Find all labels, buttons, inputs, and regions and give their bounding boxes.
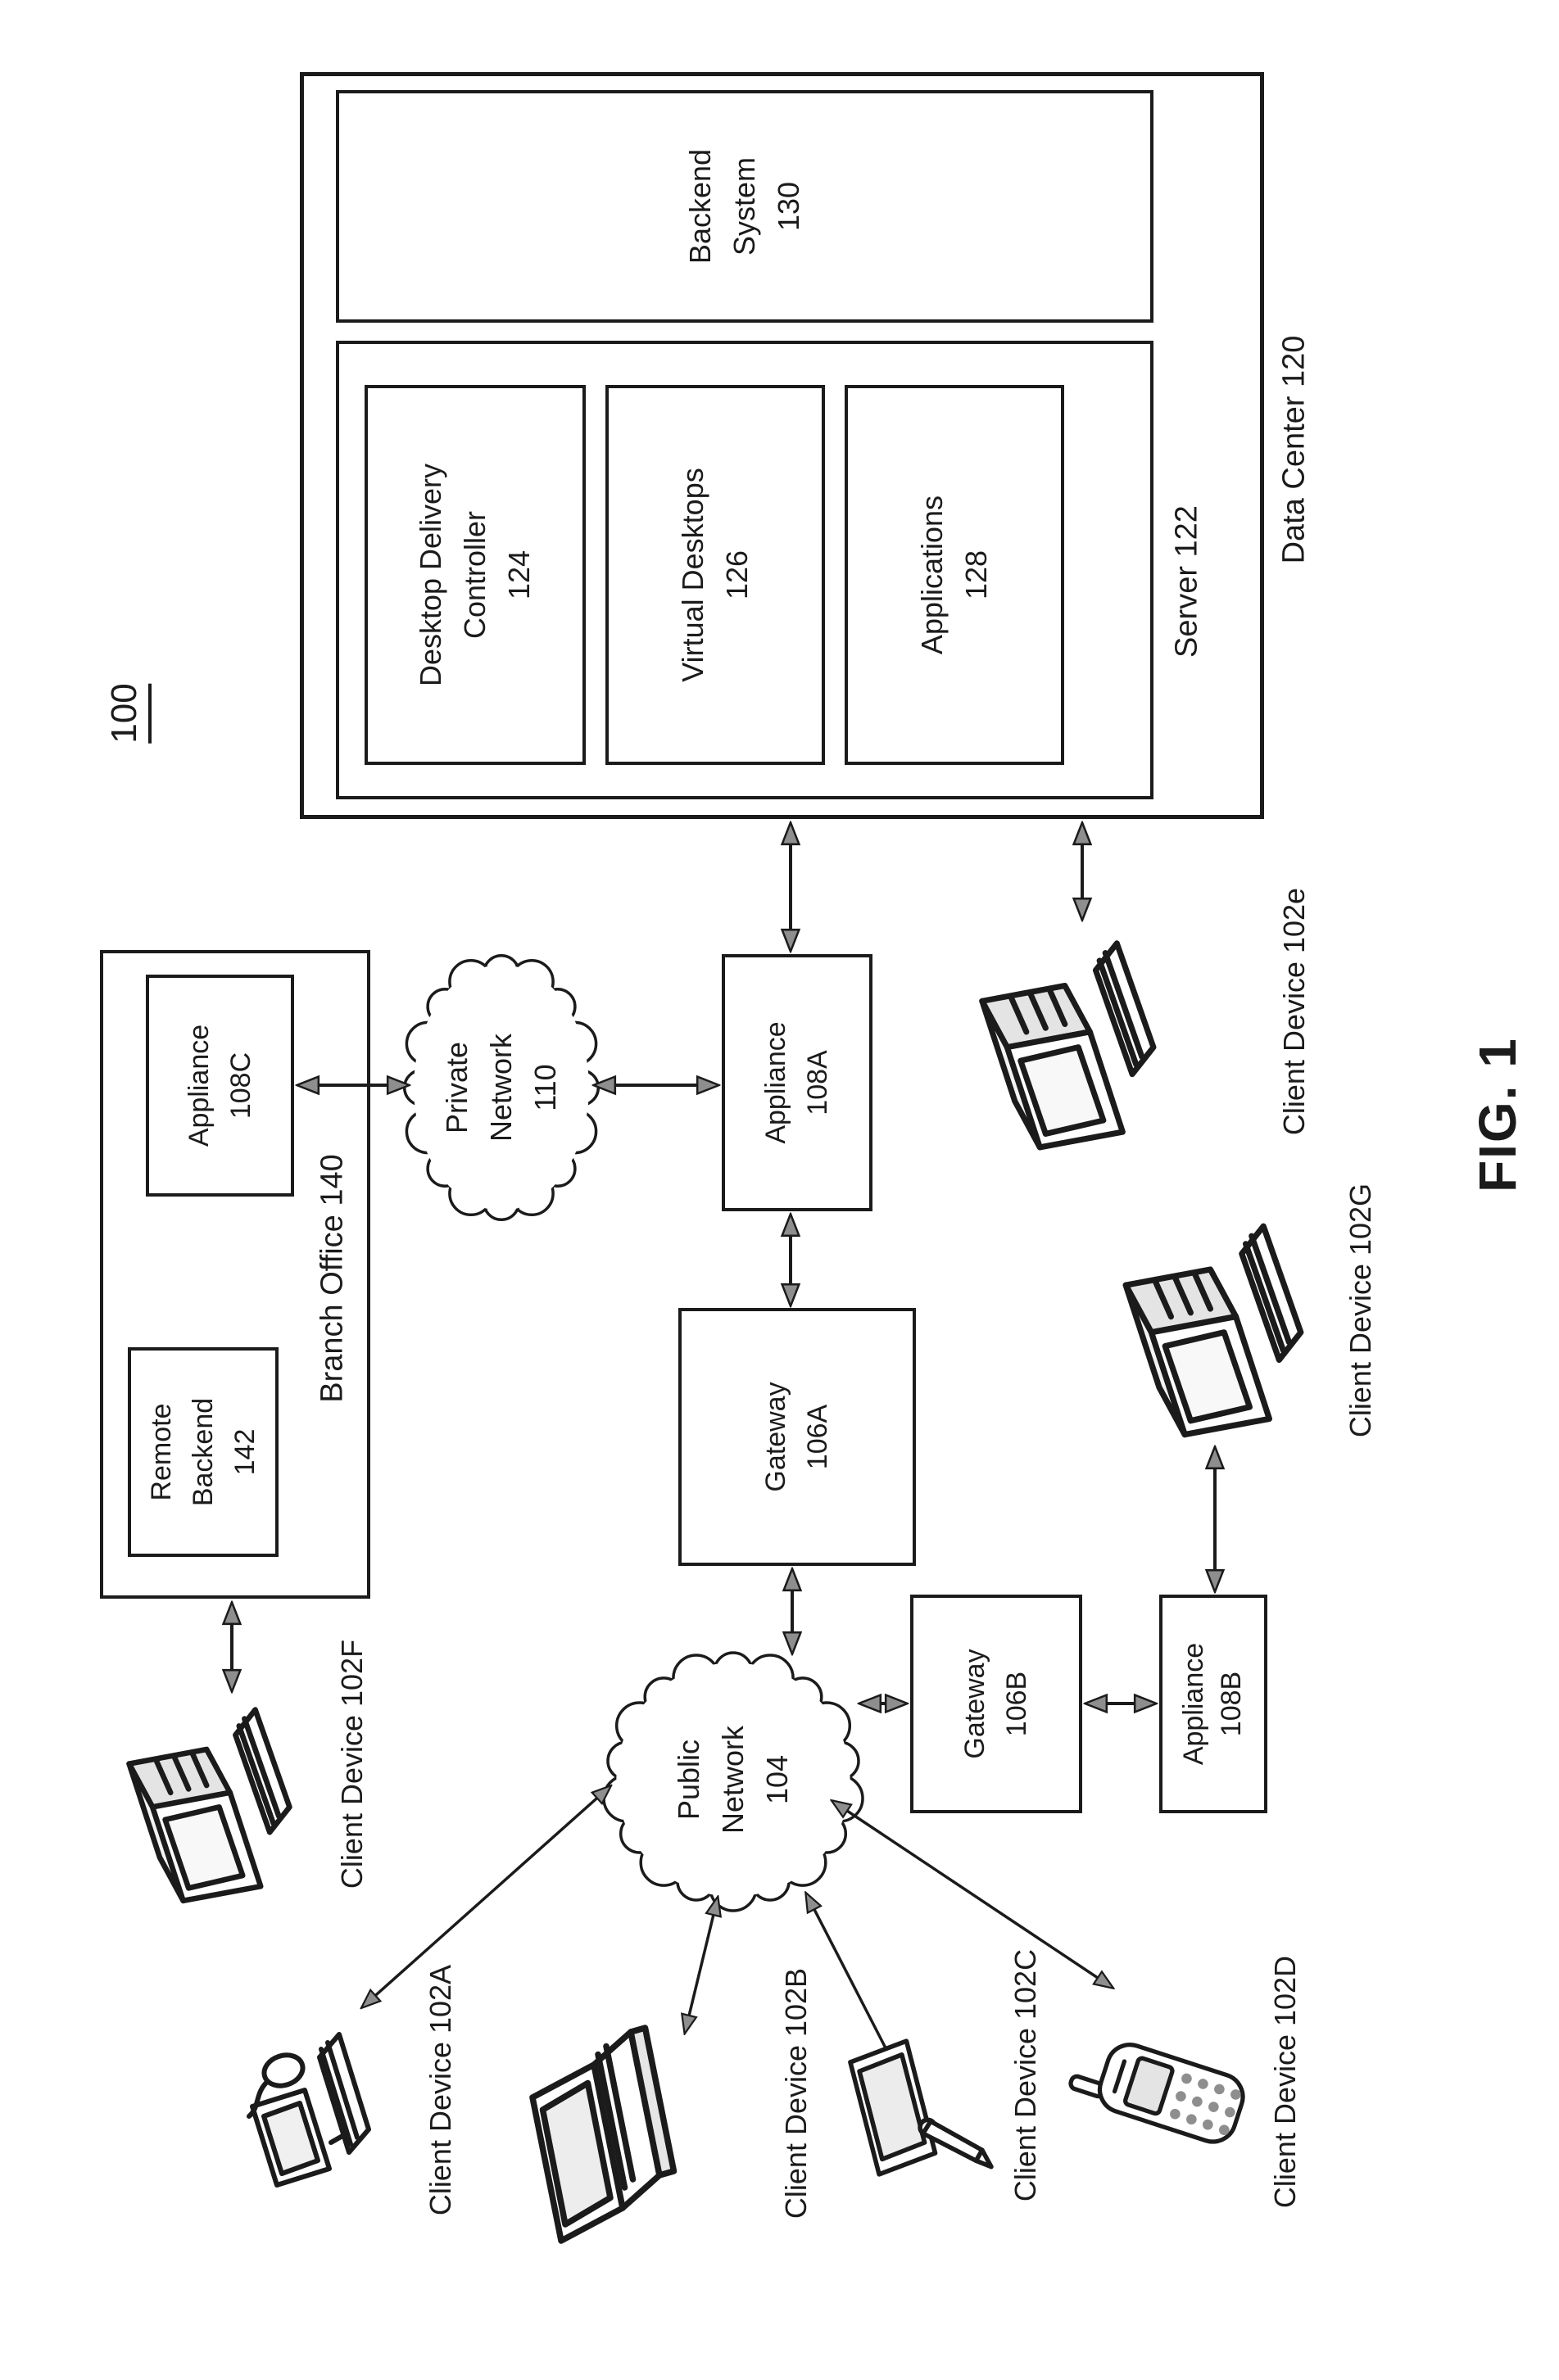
remote-backend-box (128, 1347, 279, 1557)
applications-box (845, 385, 1064, 765)
client-device-102g-label: Client Device 102G (1344, 1183, 1377, 1438)
appliance-108b-label: Appliance 108B (1178, 1642, 1247, 1766)
tablet-stylus-icon-102c (850, 2041, 991, 2174)
desktop-delivery-controller-label: Desktop Delivery Controller 124 (414, 463, 536, 687)
desktop-computer-icon-102e (982, 943, 1153, 1147)
backend-system-box (336, 90, 1153, 323)
figure-caption: FIG. 1 (1468, 1037, 1527, 1192)
arrow-public-network-102b (685, 1898, 718, 2033)
arrow-public-network-102a (362, 1786, 610, 2007)
client-device-102f-label: Client Device 102F (335, 1639, 369, 1889)
figure-reference-number: 100 (104, 683, 145, 743)
private-network-label: Private Network 110 (440, 1033, 562, 1142)
appliance-108b-box (1159, 1595, 1267, 1813)
mobile-phone-icon-102d (1067, 2030, 1249, 2148)
client-device-102a-label: Client Device 102A (424, 1964, 457, 2216)
backend-system-label: Backend System 130 (683, 148, 805, 265)
public-network-label: Public Network 104 (672, 1725, 794, 1835)
gateway-106b-box (910, 1595, 1082, 1813)
remote-backend-label: Remote Backend 142 (145, 1397, 261, 1507)
appliance-108a-label: Appliance 108A (760, 1021, 833, 1144)
laptop-icon-102b (533, 2028, 674, 2241)
appliance-108c-label: Appliance 108C (183, 1024, 256, 1147)
thin-client-computer-icon-102a (249, 2034, 369, 2185)
virtual-desktops-label: Virtual Desktops 126 (676, 468, 754, 682)
gateway-106a-label: Gateway 106A (760, 1382, 833, 1492)
arrow-public-network-102d (832, 1801, 1113, 1988)
appliance-108a-box (722, 954, 872, 1211)
server-label: Server 122 (1169, 505, 1204, 658)
gateway-106b-label: Gateway 106B (959, 1649, 1032, 1759)
branch-office-label: Branch Office 140 (315, 1154, 350, 1403)
arrow-public-network-102c (806, 1894, 895, 2066)
desktop-delivery-controller-box (365, 385, 586, 765)
client-device-102d-label: Client Device 102D (1268, 1955, 1302, 2209)
client-device-102c-label: Client Device 102C (1008, 1948, 1042, 2202)
client-device-102e-label: Client Device 102e (1277, 887, 1311, 1136)
client-device-102b-label: Client Device 102B (779, 1967, 813, 2219)
virtual-desktops-box (605, 385, 825, 765)
data-center-label: Data Center 120 (1276, 335, 1312, 564)
desktop-computer-icon-102g (1126, 1226, 1301, 1434)
applications-label: Applications 128 (915, 495, 993, 655)
desktop-computer-icon-102f (129, 1710, 290, 1901)
gateway-106a-box (678, 1308, 916, 1566)
appliance-108c-box (146, 975, 294, 1197)
